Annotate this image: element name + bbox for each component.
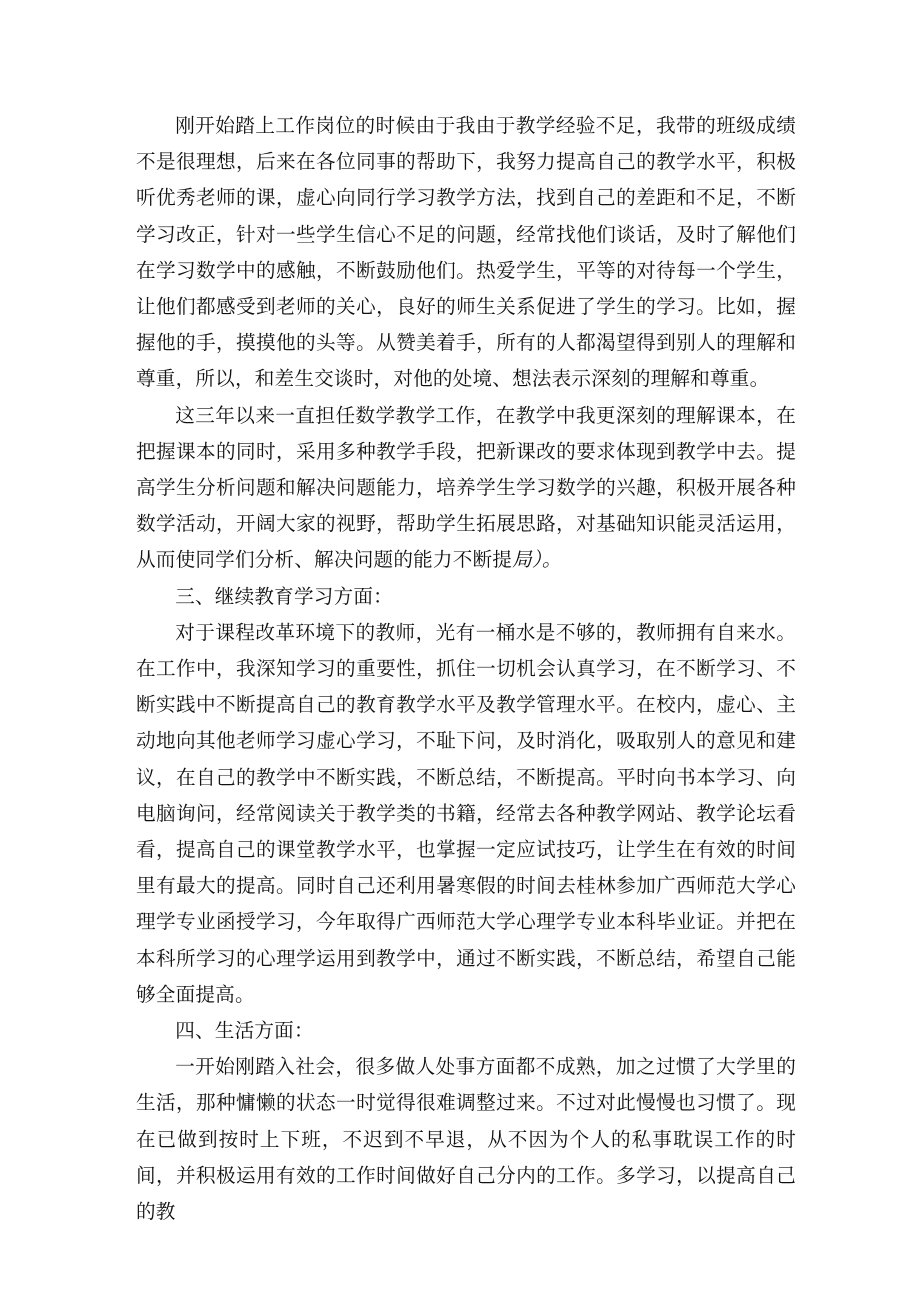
paragraph-teaching-experience: 刚开始踏上工作岗位的时候由于我由于教学经验不足，我带的班级成绩不是很理想，后来在各位同事的帮助下，我努力提高自己的教学水平，积极听优秀老师的课，虚心向同行学习教学方法，找到自己的差距和不足，不断学习改正，针对一些学生信心不足的问题，经常找他们谈话，及时了解他们在学习数学中的感触，不断鼓励他们。热爱学生，平等的对待每一个学生，让他们都感受到老师的关心，良好的师生关系促进了学生的学习。比如，握握他的手，摸摸他的头等。从赞美着手，所有的人都渴望得到别人的理解和尊重，所以，和差生交谈时，对他的处境、想法表示深刻的理解和尊重。 xyxy=(136,114,796,391)
document-body xyxy=(136,108,796,1230)
paragraph-life: 一开始刚踏入社会，很多做人处事方面都不成熟，加之过惯了大学里的生活，那种慵懒的状态一时觉得很难调整过来。不过对此慢慢也习惯了。现在已做到按时上下班，不迟到不早退，从不因为个人的私事耽误工作的时间，并积极运用有效的工作时间做好自己分内的工作。多学习，以提高自己的教 xyxy=(136,1055,796,1224)
paragraph-math-teaching-text: 这三年以来一直担任数学教学工作，在教学中我更深刻的理解课本，在把握课本的同时，采用多种教学手段，把新课改的要求体现到教学中去。提高学生分析问题和解决问题能力，培养学生学习数学的兴趣，积极开展各种数学活动，开阔大家的视野，帮助学生拓展思路，对基础知识能灵活运用，从而使同学们分析、解决问题的能力不断提 xyxy=(136,403,796,572)
paragraph-math-teaching xyxy=(136,398,796,579)
section-heading-life: 四、生活方面： xyxy=(175,1019,314,1043)
paragraph-math-teaching-tail: 局）。 xyxy=(512,548,562,572)
section-heading-continuing-education: 三、继续教育学习方面： xyxy=(175,584,393,608)
paragraph-continuing-education: 对于课程改革环境下的教师，光有一桶水是不够的，教师拥有自来水。在工作中，我深知学习的重要性，抓住一切机会认真学习，在不断学习、不断实践中不断提高自己的教育教学水平及教学管理水平。在校内，虚心、主动地向其他老师学习虚心学习，不耻下问，及时消化，吸取别人的意见和建议，在自己的教学中不断实践，不断总结，不断提高。平时向书本学习、向电脑询问，经常阅读关于教学类的书籍，经常去各种教学网站、教学论坛看看，提高自己的课堂教学水平，也掌握一定应试技巧，让学生在有效的时间里有最大的提高。同时自己还利用暑寒假的时间去桂林参加广西师范大学心理学专业函授学习，今年取得广西师范大学心理学专业本科毕业证。并把在本科所学习的心理学运用到教学中，通过不断实践，不断总结，希望自己能够全面提高。 xyxy=(136,620,796,1006)
